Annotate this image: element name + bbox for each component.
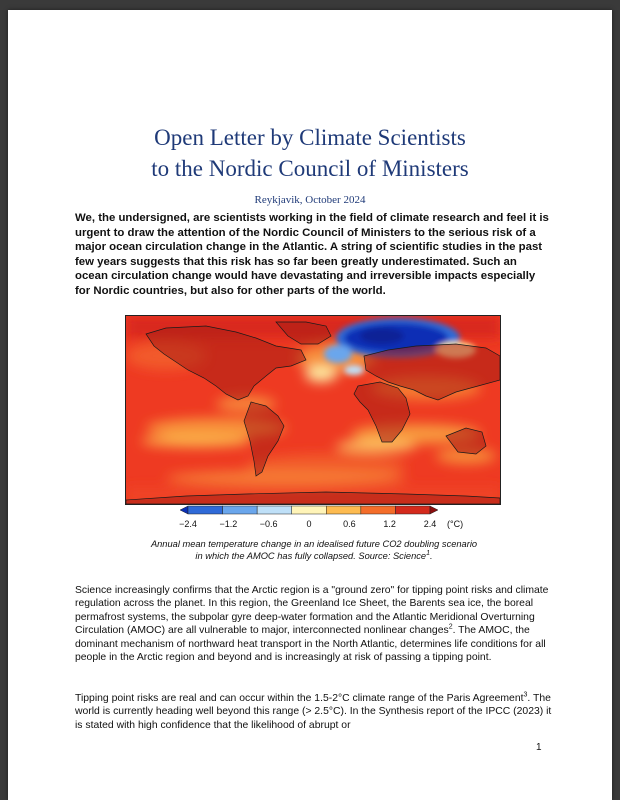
body-paragraph-1 <box>75 584 553 664</box>
caption-line-2-text: in which the AMOC has fully collapsed. Source: Science <box>195 551 427 561</box>
map-graphic <box>126 316 500 504</box>
colorbar-tick-label: −1.2 <box>219 519 238 529</box>
colorbar-swatch <box>395 506 430 514</box>
colorbar-swatch <box>223 506 258 514</box>
colorbar-tick-label: 0.6 <box>343 519 356 529</box>
title-line-2: to the Nordic Council of Ministers <box>151 156 469 181</box>
caption-line-1: Annual mean temperature change in an idealised future CO2 doubling scenario <box>150 539 478 549</box>
body-paragraph-2 <box>75 692 553 732</box>
caption-footnote-ref: 1 <box>426 549 430 557</box>
para1-text-a: Science increasingly confirms that the Arctic region is a "ground zero" for tipping point risks and climate regulation across the planet. In this region, the Greenland Ice Sheet, the Barents sea ice, the boreal permafrost systems, the subpolar gyre deep-water formation and the Atlantic Meridional Overturning Circulation (AMOC) are all vulnerable to major, interconnected nonlinear changes <box>75 585 549 637</box>
colorbar-swatch <box>188 506 223 514</box>
colorbar-swatch <box>326 506 361 514</box>
para2-text-a: Tipping point risks are real and can occur within the 1.5-2°C climate range of the Paris Agreement <box>75 693 524 704</box>
colorbar-tick-label: 2.4 <box>423 519 437 529</box>
colorbar <box>168 504 468 530</box>
colorbar-swatches <box>180 506 438 514</box>
colorbar-swatch <box>292 506 327 514</box>
footnote-ref-2: 2 <box>448 623 453 631</box>
intro-paragraph: We, the undersigned, are scientists working in the field of climate research and feel it is urgent to draw the attention of the Nordic Council of Ministers to the serious risk of a major ocean circulation change in the Atlantic. A string of scientific studies in the past few years suggests that this risk has so far been greatly underestimated. Such an ocean circulation change would have devastating and irreversible impacts especially for Nordic countries, but also for other parts of the world. <box>75 212 549 297</box>
colorbar-swatch <box>430 506 438 514</box>
colorbar-swatch <box>257 506 292 514</box>
colorbar-swatch <box>361 506 396 514</box>
figure-caption <box>108 538 520 562</box>
colorbar-tick-label: 1.2 <box>383 519 396 529</box>
page-number: 1 <box>536 742 542 753</box>
colorbar-tick-label: −0.6 <box>259 519 278 529</box>
colorbar-ticks <box>179 519 436 529</box>
document-page <box>8 10 612 800</box>
caption-end: . <box>429 551 433 561</box>
caption-line-2 <box>108 550 520 562</box>
place-date: Reykjavik, October 2024 <box>254 194 366 206</box>
para1-text-b: . The AMOC, the dominant mechanism of northward heat transport in the North Atlantic, determines life conditions for all people in the Arctic region and beyond and is increasingly at risk of passing a tipping point. <box>75 625 546 664</box>
temperature-change-map <box>125 315 501 505</box>
colorbar-swatch <box>180 506 188 514</box>
footnote-ref-3: 3 <box>523 691 528 699</box>
title-line-1: Open Letter by Climate Scientists <box>154 125 466 150</box>
colorbar-unit: (°C) <box>447 519 464 529</box>
para2-text-b: . The world is currently heading well beyond this range (> 2.5°C). In the Synthesis report of the IPCC (2023) it is stated with high confidence that the likelihood of abrupt or <box>75 693 552 731</box>
page-title <box>8 122 612 184</box>
colorbar-tick-label: 0 <box>306 519 312 529</box>
colorbar-tick-label: −2.4 <box>179 519 197 529</box>
